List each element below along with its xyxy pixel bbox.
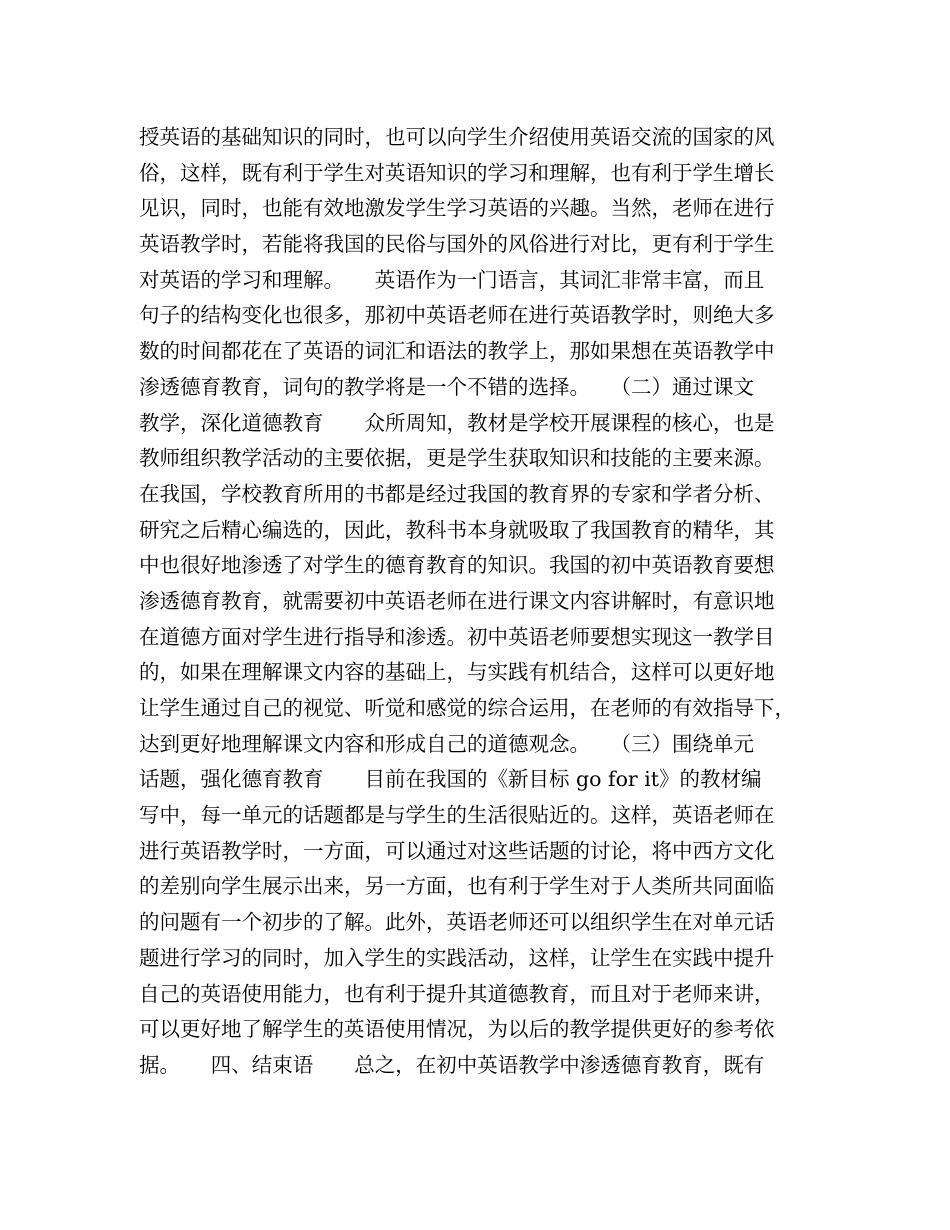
- text-line: 达到更好地理解课文内容和形成自己的道德观念。 （三）围绕单元: [139, 731, 754, 756]
- text-line: 俗，这样，既有利于学生对英语知识的学习和理解，也有利于学生增长: [139, 160, 775, 185]
- text-line: 见识，同时，也能有效地激发学生学习英语的兴趣。当然，老师在进行: [139, 196, 775, 221]
- text-line: 教学，深化道德教育 众所周知，教材是学校开展课程的核心，也是: [139, 410, 775, 435]
- text-line: 数的时间都花在了英语的词汇和语法的教学上，那如果想在英语教学中: [139, 339, 775, 364]
- text-line: 题进行学习的同时，加入学生的实践活动，这样，让学生在实践中提升: [139, 945, 775, 970]
- text-line: 渗透德育教育，词句的教学将是一个不错的选择。 （二）通过课文: [139, 374, 754, 399]
- text-line: 的，如果在理解课文内容的基础上，与实践有机结合，这样可以更好地: [139, 660, 775, 685]
- text-line: 进行英语教学时，一方面，可以通过对这些话题的讨论，将中西方文化: [139, 838, 775, 863]
- text-line: 授英语的基础知识的同时，也可以向学生介绍使用英语交流的国家的风: [139, 125, 775, 149]
- text-line: 在道德方面对学生进行指导和渗透。初中英语老师要想实现这一教学目: [139, 624, 775, 649]
- text-line: 对英语的学习和理解。 英语作为一门语言，其词汇非常丰富，而且: [139, 267, 765, 292]
- text-line: 中也很好地渗透了对学生的德育教育的知识。我国的初中英语教育要想: [139, 553, 775, 578]
- body-text: [139, 120, 829, 1084]
- text-line: 可以更好地了解学生的英语使用情况，为以后的教学提供更好的参考依: [139, 1017, 775, 1042]
- text-line: 话题，强化德育教育 目前在我国的《新目标 go for it》的教材编: [139, 767, 762, 792]
- text-line: 的差别向学生展示出来，另一方面，也有利于学生对于人类所共同面临: [139, 874, 775, 899]
- text-line: 研究之后精心编选的，因此，教科书本身就吸取了我国教育的精华，其: [139, 517, 775, 542]
- text-line: 在我国，学校教育所用的书都是经过我国的教育界的专家和学者分析、: [139, 481, 775, 506]
- text-line: 教师组织教学活动的主要依据，更是学生获取知识和技能的主要来源。: [139, 446, 775, 471]
- text-line: 句子的结构变化也很多，那初中英语老师在进行英语教学时，则绝大多: [139, 303, 775, 328]
- text-line: 让学生通过自己的视觉、听觉和感觉的综合运用，在老师的有效指导下，: [139, 696, 795, 720]
- text-line: 据。 四、结束语 总之，在初中英语教学中渗透德育教育，既有: [139, 1052, 765, 1077]
- text-line: 的问题有一个初步的了解。此外，英语老师还可以组织学生在对单元话: [139, 910, 775, 935]
- text-line: 英语教学时，若能将我国的民俗与国外的风俗进行对比，更有利于学生: [139, 232, 775, 257]
- text-line: 自己的英语使用能力，也有利于提升其道德教育，而且对于老师来讲，: [139, 981, 775, 1006]
- text-line: 写中，每一单元的话题都是与学生的生活很贴近的。这样，英语老师在: [139, 803, 775, 828]
- text-line: 渗透德育教育，就需要初中英语老师在进行课文内容讲解时，有意识地: [139, 588, 775, 613]
